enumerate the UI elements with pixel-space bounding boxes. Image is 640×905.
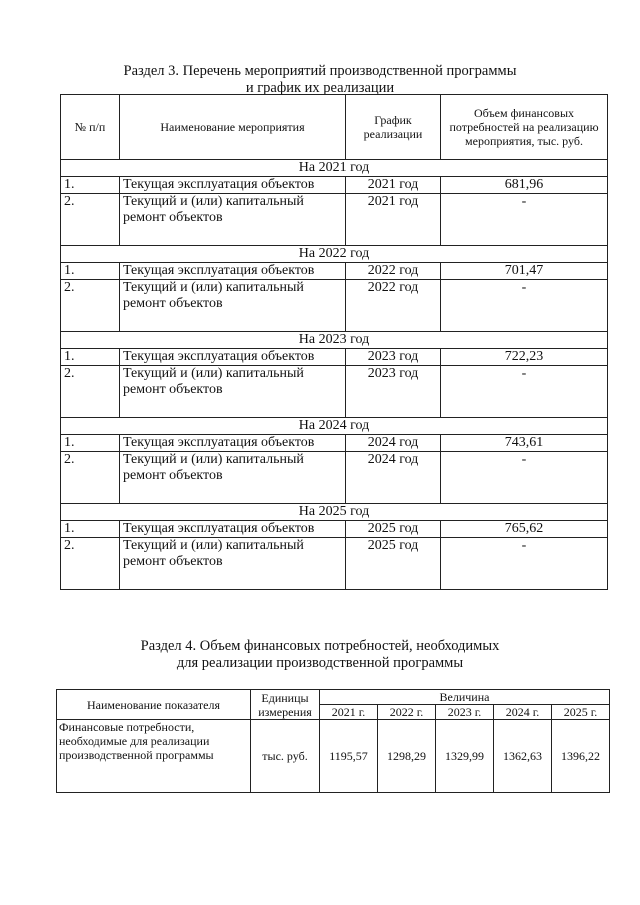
header-funding: Объем финансовых потребностей на реализацию мероприятия, тыс. руб. bbox=[441, 95, 608, 160]
financial-needs-table bbox=[56, 689, 610, 793]
funding-value: 743,61 bbox=[441, 435, 608, 452]
activity-name: Текущий и (или) капитальный ремонт объектов bbox=[120, 194, 346, 246]
activity-name: Текущая эксплуатация объектов bbox=[120, 177, 346, 194]
table-row bbox=[61, 521, 608, 538]
header-year: 2021 г. bbox=[320, 705, 378, 720]
year-label: На 2025 год bbox=[61, 504, 608, 521]
row-num: 1. bbox=[61, 435, 120, 452]
year-label: На 2021 год bbox=[61, 160, 608, 177]
table-row bbox=[61, 280, 608, 332]
table-row bbox=[61, 452, 608, 504]
year-group-row bbox=[61, 418, 608, 435]
table-row bbox=[61, 366, 608, 418]
year-label: На 2023 год bbox=[61, 332, 608, 349]
funding-value: 722,23 bbox=[441, 349, 608, 366]
financial-header-row1 bbox=[57, 690, 610, 705]
funding-value: - bbox=[441, 538, 608, 590]
row-num: 2. bbox=[61, 280, 120, 332]
header-schedule: График реализации bbox=[346, 95, 441, 160]
row-num: 2. bbox=[61, 452, 120, 504]
schedule-cell: 2025 год bbox=[346, 521, 441, 538]
row-num: 1. bbox=[61, 349, 120, 366]
table-row bbox=[61, 435, 608, 452]
header-units: Единицы измерения bbox=[251, 690, 320, 720]
schedule-cell: 2022 год bbox=[346, 263, 441, 280]
table-row bbox=[61, 263, 608, 280]
year-group-row bbox=[61, 504, 608, 521]
table-row bbox=[61, 538, 608, 590]
value-cell: 1362,63 bbox=[494, 720, 552, 793]
activity-name: Текущая эксплуатация объектов bbox=[120, 521, 346, 538]
value-cell: 1329,99 bbox=[436, 720, 494, 793]
schedule-cell: 2025 год bbox=[346, 538, 441, 590]
section4-title-line1: Раздел 4. Объем финансовых потребностей, необходимых bbox=[140, 638, 500, 654]
value-cell: 1195,57 bbox=[320, 720, 378, 793]
header-year: 2024 г. bbox=[494, 705, 552, 720]
indicator-units: тыс. руб. bbox=[251, 720, 320, 793]
activities-table bbox=[60, 94, 608, 590]
row-num: 2. bbox=[61, 538, 120, 590]
year-label: На 2024 год bbox=[61, 418, 608, 435]
table-row bbox=[61, 349, 608, 366]
header-indicator: Наименование показателя bbox=[57, 690, 251, 720]
activity-name: Текущая эксплуатация объектов bbox=[120, 263, 346, 280]
schedule-cell: 2023 год bbox=[346, 349, 441, 366]
table-row bbox=[61, 177, 608, 194]
value-cell: 1298,29 bbox=[378, 720, 436, 793]
row-num: 1. bbox=[61, 521, 120, 538]
funding-value: - bbox=[441, 366, 608, 418]
funding-value: 765,62 bbox=[441, 521, 608, 538]
funding-value: 701,47 bbox=[441, 263, 608, 280]
year-group-row bbox=[61, 332, 608, 349]
table-row bbox=[61, 194, 608, 246]
year-label: На 2022 год bbox=[61, 246, 608, 263]
activity-name: Текущий и (или) капитальный ремонт объектов bbox=[120, 452, 346, 504]
value-cell: 1396,22 bbox=[552, 720, 610, 793]
header-value: Величина bbox=[320, 690, 610, 705]
header-year: 2025 г. bbox=[552, 705, 610, 720]
header-year: 2023 г. bbox=[436, 705, 494, 720]
activity-name: Текущая эксплуатация объектов bbox=[120, 435, 346, 452]
financial-data-row bbox=[57, 720, 610, 793]
activity-name: Текущая эксплуатация объектов bbox=[120, 349, 346, 366]
indicator-name: Финансовые потребности, необходимые для реализации производственной программы bbox=[57, 720, 251, 793]
activity-name: Текущий и (или) капитальный ремонт объектов bbox=[120, 280, 346, 332]
row-num: 2. bbox=[61, 194, 120, 246]
header-num: № п/п bbox=[61, 95, 120, 160]
row-num: 2. bbox=[61, 366, 120, 418]
funding-value: - bbox=[441, 194, 608, 246]
section3-title bbox=[0, 63, 640, 97]
section4-title-line2: для реализации производственной программы bbox=[176, 655, 464, 671]
schedule-cell: 2023 год bbox=[346, 366, 441, 418]
funding-value: - bbox=[441, 452, 608, 504]
header-year: 2022 г. bbox=[378, 705, 436, 720]
schedule-cell: 2022 год bbox=[346, 280, 441, 332]
schedule-cell: 2021 год bbox=[346, 177, 441, 194]
schedule-cell: 2024 год bbox=[346, 452, 441, 504]
funding-value: 681,96 bbox=[441, 177, 608, 194]
activity-name: Текущий и (или) капитальный ремонт объектов bbox=[120, 366, 346, 418]
funding-value: - bbox=[441, 280, 608, 332]
schedule-cell: 2024 год bbox=[346, 435, 441, 452]
section3-title-line2: и график их реализации bbox=[245, 80, 395, 96]
year-group-row bbox=[61, 160, 608, 177]
section4-title bbox=[0, 638, 640, 672]
row-num: 1. bbox=[61, 263, 120, 280]
row-num: 1. bbox=[61, 177, 120, 194]
year-group-row bbox=[61, 246, 608, 263]
header-name: Наименование мероприятия bbox=[120, 95, 346, 160]
section3-title-line1: Раздел 3. Перечень мероприятий производственной программы bbox=[123, 63, 517, 79]
schedule-cell: 2021 год bbox=[346, 194, 441, 246]
activity-name: Текущий и (или) капитальный ремонт объектов bbox=[120, 538, 346, 590]
activities-table-header bbox=[61, 95, 608, 160]
